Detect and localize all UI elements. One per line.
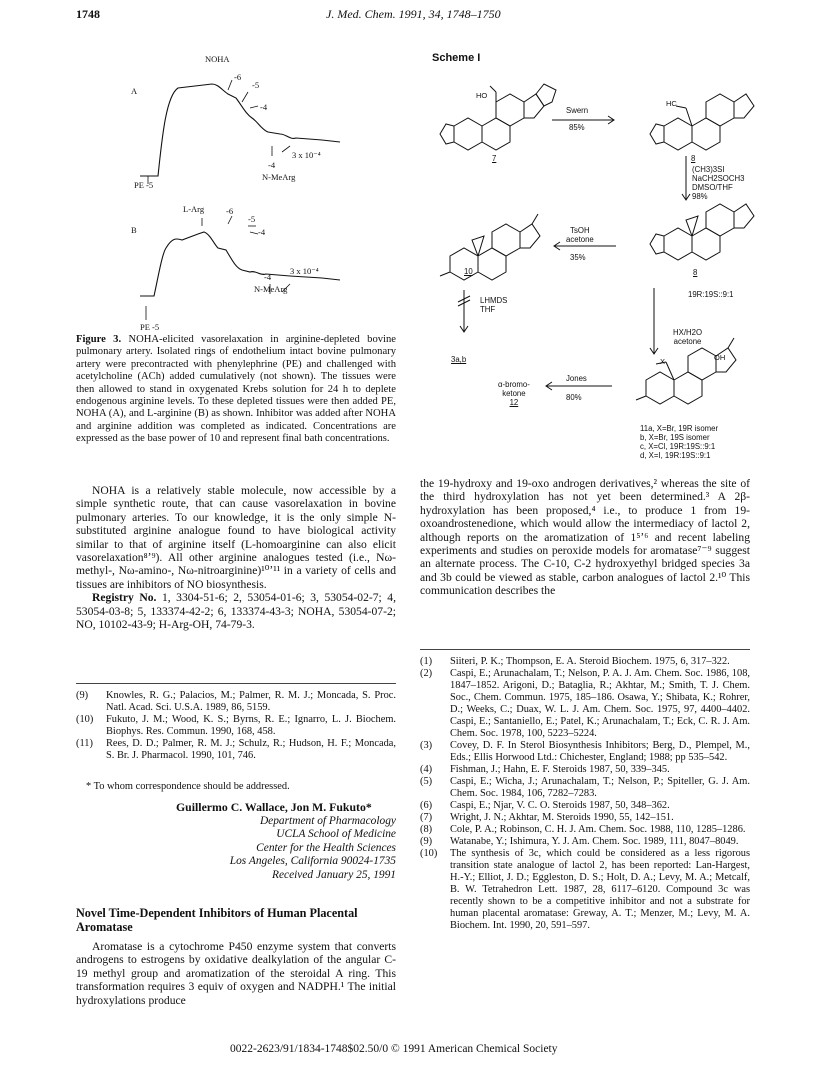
registry-label: Registry No. [92, 591, 157, 605]
compound-3ab: 3a,b [451, 355, 467, 364]
label-a-m4b: -4 [268, 160, 276, 170]
yield-35: 35% [570, 253, 586, 262]
oh-label: OH [714, 353, 726, 362]
compound-8-mid: 8 [693, 268, 698, 277]
reference-item: (2) Caspi, E.; Arunachalam, T.; Nelson, P. A. J. Am. Chem. Soc. 1986, 108, 1847–1852. Arigoni, D.; Bataglia, R.; Akhtar, M.; Smith, T. J. Chem. Soc., Chem. Commun. 1975, 185–186. Osawa, Y.; Shibata, K.; Rohrer, D.; Weeks, C.; Duax, W. L. J. Am. Chem. Soc. 1975, 97, 4400–4402. Caspi, E.; Santaniello, E.; Patel, K.; Arunachalam, T.; Eck, C. R. J. Am. Chem. Soc. 1978, 100, 5223–5224. [420, 668, 750, 739]
affiliation-line: Los Angeles, California 90024-1735 [229, 855, 396, 868]
scheme-structures [420, 64, 760, 454]
ref-text: Fukuto, J. M.; Wood, K. S.; Byrns, R. E.; Ignarro, L. J. Biochem. Biophys. Res. Commun. 1990, 168, 458. [106, 714, 396, 737]
label-b-pe: PE -5 [140, 322, 160, 332]
right-paragraph: the 19-hydroxy and 19-oxo androgen derivatives,² whereas the site of the third hydroxylation has not yet been determined.³ A 2β-hydroxylation has been proposed,⁴ i.e., to produce 1 from 19-oxoandrostenedione, which would allow the intermediacy of lactol 2, although reports on the aromatization of 1⁵ʼ⁶ and recent labeling experiments and studies on peroxide models for aromatase⁷⁻⁹ suggest an alternate process. The C-10, C-2 hydroxyethyl bridged species 3a and 3b could be viewed as stable, carbon analogues of lactol 2.¹⁰ This communication describes the [420, 477, 750, 598]
registry-text: 1, 3304-51-6; 2, 53054-01-6; 3, 53054-02-7; 4, 53054-03-8; 5, 133374-42-2; 6, 133374-43-3; NOHA, 53054-07-2; NO, 10102-43-9; H-Arg-OH, 74-79-3. [76, 591, 396, 632]
structure-11 [636, 338, 736, 404]
ref-number: (10) [76, 714, 94, 725]
ho-label: HO [476, 91, 488, 100]
label-b-m4b: -4 [264, 272, 272, 282]
reference-item: (7) Wright, J. N.; Akhtar, M. Steroids 1990, 55, 142–151. [420, 812, 674, 823]
reference-item [76, 714, 396, 738]
page-number: 1748 [76, 7, 100, 21]
label-noha: NOHA [205, 54, 230, 64]
x-label: X [660, 357, 666, 366]
label-a-pe: PE -5 [134, 180, 154, 190]
affiliation-line: Center for the Health Sciences [256, 841, 396, 854]
registry-paragraph [76, 591, 396, 631]
left-paragraph: NOHA is a relatively stable molecule, now accessible by a simple synthetic route, that can cause vasorelaxation in bovine pulmonary arteries. To our knowledge, it is the only simple N-substituted arginine analogue found to have biological activity similar to that of arginine itself (L-homoarginine can also elicit vasorelaxation⁸ʼ⁹). All other arginine analogues tested (i.e., Nω-methyl-, Nω-amino-, Nω-nitroarginine)¹⁰ʼ¹¹ in a variety of cells and tissues are inhibitors of NO biosynthesis. [76, 484, 396, 591]
label-b-m5: -5 [248, 214, 256, 224]
compound-7: 7 [492, 154, 497, 163]
figure-caption [76, 334, 396, 446]
reagent-tsoh: TsOH acetone [566, 226, 594, 244]
label-b-m6: -6 [226, 206, 234, 216]
reference-item [76, 738, 396, 762]
label-b-conc: 3 x 10⁻⁴ [290, 266, 319, 276]
ref-number: (9) [76, 690, 89, 701]
right-footnote-rule [420, 649, 750, 650]
reference-item: (3) Covey, D. F. In Sterol Biosynthesis Inhibitors; Berg, D., Plempel, M., Eds.; Ellis Horwood Ltd.: Chichester, England; 1988; pp 535–542. [420, 740, 750, 763]
left-footnote-rule [76, 683, 396, 684]
right-column [420, 477, 750, 598]
yield-85: 85% [569, 123, 585, 132]
caption-text: NOHA-elicited vasorelaxation in arginine-depleted bovine pulmonary artery. Isolated rings of endothelium intact bovine pulmonary artery were precontracted with phenylephrine (PE) and challenged with acetylcholine (ACh) added cumulatively (not shown). The tissues were then allowed to stand in oxygenated Krebs solution for 24 h to deplete endogenous arginine levels. To these depleted tissues were then added PE, NOHA (A), and L-arginine (B) as shown. Inhibitor was added after NOHA and arginine addition was completed as indicated. Concentrations are expressed as the base power of 10 and represent final bath concentrations. [76, 334, 396, 445]
reference-item: (6) Caspi, E.; Njar, V. C. O. Steroids 1987, 50, 348–362. [420, 800, 670, 811]
compound-11-list: 11a, X=Br, 19R isomer b, X=Br, 19S isomer c, X=Cl, 19R:19S::9:1 d, X=I, 19R:19S::9:1 [640, 424, 719, 460]
label-b-m4: -4 [258, 227, 266, 237]
affiliation-line: Received January 25, 1991 [272, 868, 396, 881]
reference-item: (8) Cole, P. A.; Robinson, C. H. J. Am. Chem. Soc. 1988, 110, 1285–1286. [420, 824, 746, 835]
reference-item: (10) The synthesis of 3c, which could be considered as a less rigorous transition state analogue of lactol 2, has been reported: Lan-Hargest, H.-Y.; Elliot, J. D.; Eggleston, D. S.; Holt, D. A.; Levy, M. A.; Metcalf, B. W. Tetrahedron Lett. 1987, 28, 6117–6120. Compound 3c was recently shown to be a competitive inhibitor and not a substrate for human placental aromatase: Greway, A. T.; Menzer, M.; Levy, M. A. Biochem. Int. 1990, 20, 591–597. [420, 848, 750, 931]
compound-8-top: 8 [691, 154, 696, 163]
reagent-hx: HX/H2O acetone [673, 328, 703, 346]
reference-item: (9) Watanabe, Y.; Ishimura, Y. J. Am. Chem. Soc. 1989, 111, 8047–8049. [420, 836, 739, 847]
reference-item: (1) Siiteri, P. K.; Thompson, E. A. Steroid Biochem. 1975, 6, 317–322. [420, 656, 730, 667]
label-a-m5: -5 [252, 80, 260, 90]
structure-7 [440, 84, 556, 150]
trace-b [140, 232, 340, 296]
label-a-nmearg: N-MeArg [262, 172, 296, 182]
ref-text: Knowles, R. G.; Palacios, M.; Palmer, R. M. J.; Moncada, S. Proc. Natl. Acad. Sci. U.S.A. 1989, 86, 5159. [106, 690, 396, 713]
label-a-conc: 3 x 10⁻⁴ [292, 150, 321, 160]
reference-item: (5) Caspi, E.; Wicha, J.; Arunachalam, T.; Nelson, P.; Spiteller, G. J. Am. Chem. Soc. 1984, 106, 7282–7283. [420, 776, 750, 799]
ref-text: Rees, D. D.; Palmer, R. M. J.; Schulz, R.; Hudson, H. F.; Moncada, S. Br. J. Pharmacol. 1990, 101, 746. [106, 738, 396, 761]
page-footer: 0022-2623/91/1834-1748$02.50/0 © 1991 American Chemical Society [230, 1043, 558, 1055]
trace-a [140, 84, 340, 176]
affiliation [230, 815, 396, 882]
affiliation-line: Department of Pharmacology [259, 815, 396, 827]
article-paragraph: Aromatase is a cytochrome P450 enzyme system that converts androgens to estrogens by oxidative dealkylation of the angular C-19 methyl group and aromatization of the steroidal A ring. This transformation requires 3 equiv of oxygen and NADPH.¹ The initial hydroxylations produce [76, 940, 396, 1007]
correspondence-note: * To whom correspondence should be addressed. [86, 781, 290, 792]
left-column [76, 484, 396, 631]
right-references [420, 656, 750, 932]
authors: Guillermo C. Wallace, Jon M. Fukuto* [176, 800, 372, 814]
label-larg: L-Arg [183, 204, 205, 214]
label-a-m4: -4 [260, 102, 268, 112]
panel-a-letter: A [131, 86, 138, 96]
reference-item [76, 690, 396, 714]
journal-header: J. Med. Chem. 1991, 34, 1748–1750 [326, 7, 501, 21]
reference-item: (4) Fishman, J.; Hahn, E. F. Steroids 1987, 50, 339–345. [420, 764, 670, 775]
compound-12: 12 [509, 398, 519, 407]
structure-10 [440, 214, 540, 280]
article-body [76, 940, 396, 1007]
alpha-bromo-ketone: α-bromo- ketone 12 [498, 380, 530, 407]
caption-title: Figure 3. [76, 334, 122, 345]
yield-80: 80% [566, 393, 582, 402]
reagent-swern: Swern [566, 106, 589, 115]
panel-b-letter: B [131, 225, 137, 235]
compound-10: 10 [464, 267, 473, 276]
scheme-title: Scheme I [432, 52, 481, 64]
article-title: Novel Time-Dependent Inhibitors of Human Placental Aromatase [76, 906, 358, 934]
reagents-step2: (CH3)3SI NaCH2SOCH3 DMSO/THF 98% [692, 165, 745, 201]
figure-3-traces [100, 48, 360, 333]
ratio-8: 19R:19S::9:1 [688, 290, 734, 299]
affiliation-line: UCLA School of Medicine [276, 828, 396, 841]
reagent-lhmds: LHMDS THF [480, 296, 508, 314]
ref-number: (11) [76, 738, 93, 749]
reagent-jones: Jones [566, 374, 587, 383]
left-references [76, 690, 396, 762]
hc-label: HC [666, 99, 677, 108]
label-b-nmearg: N-MeArg [254, 284, 288, 294]
structure-8-mid [650, 204, 754, 260]
label-a-m6: -6 [234, 72, 242, 82]
